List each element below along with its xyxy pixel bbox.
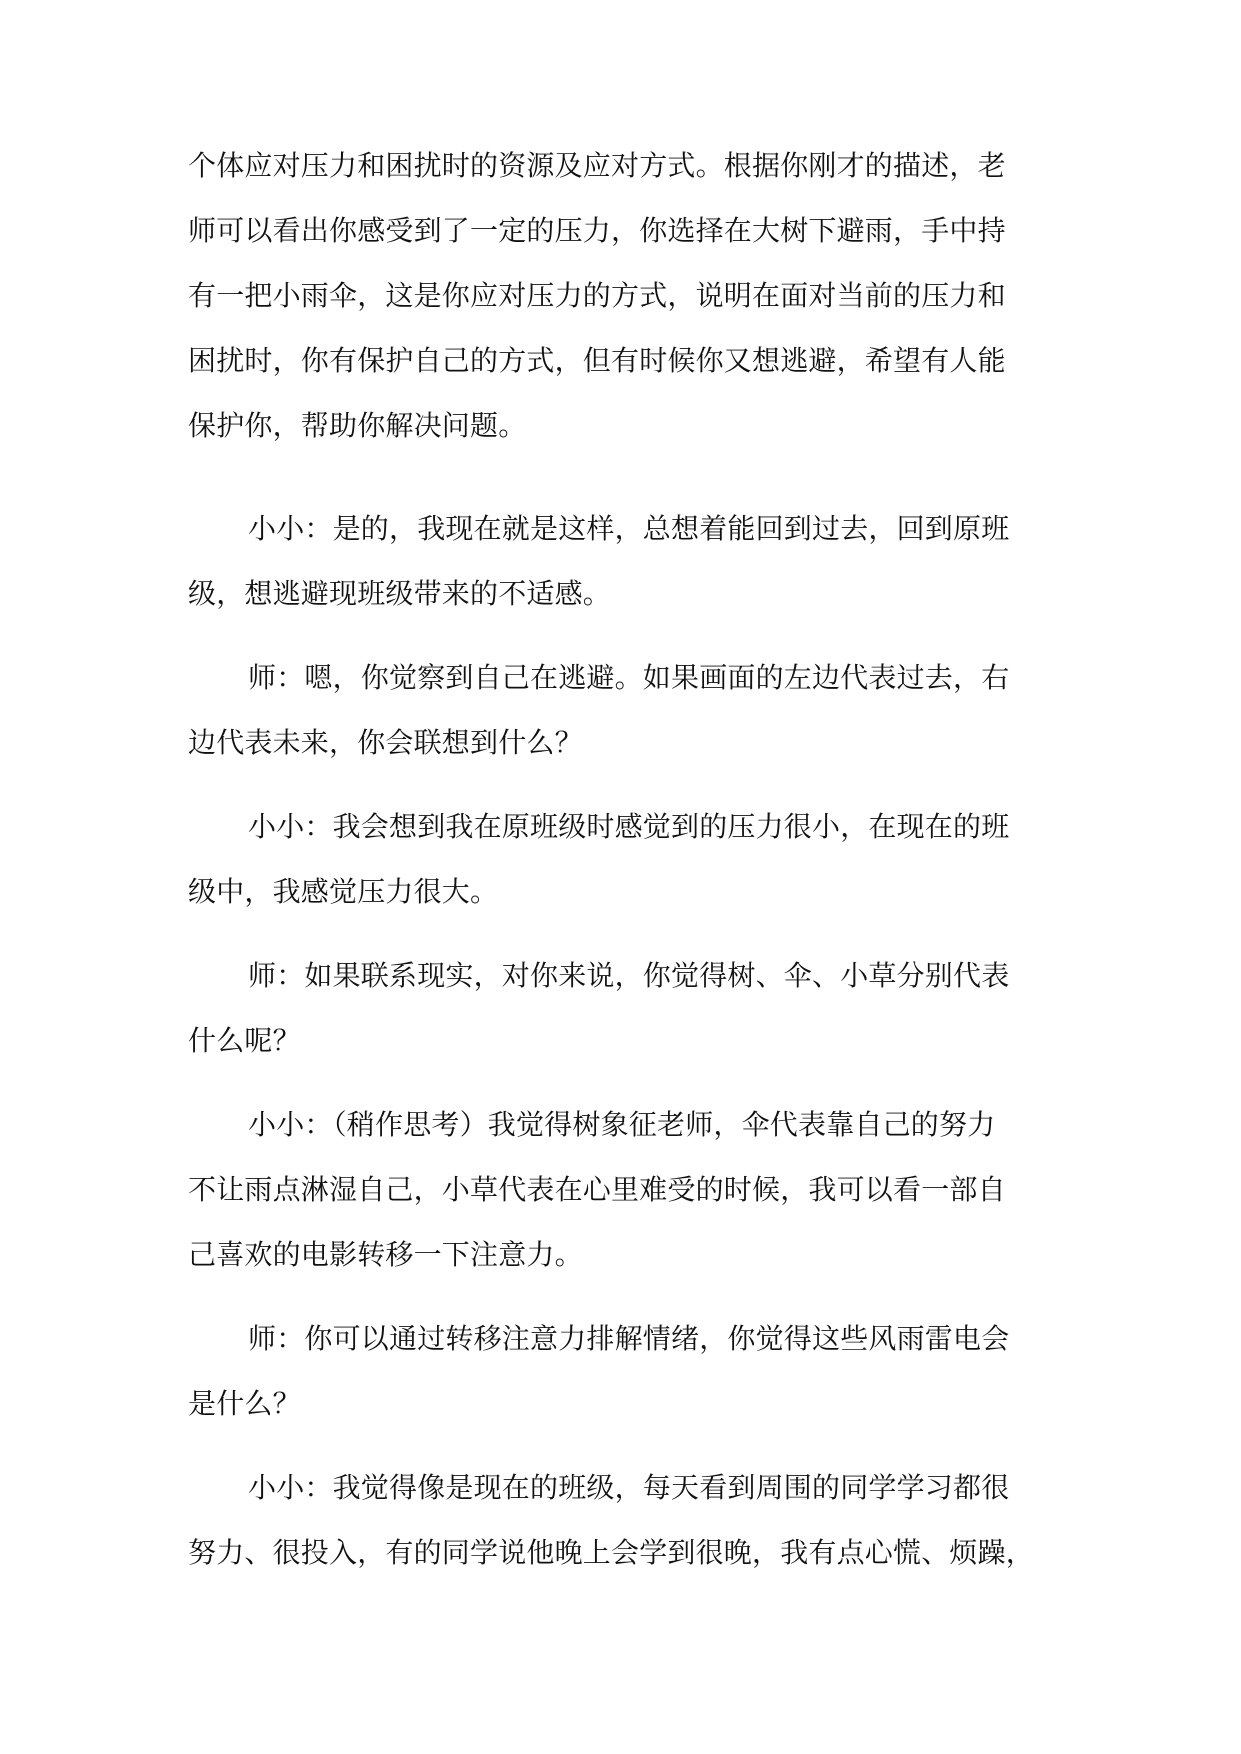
paragraph-1	[188, 133, 1068, 458]
text-line: 师可以看出你感受到了一定的压力，你选择在大树下避雨，手中持	[188, 214, 1006, 247]
text-line: 不让雨点淋湿自己，小草代表在心里难受的时候，我可以看一部自	[188, 1173, 1006, 1206]
paragraph-4	[188, 794, 1068, 924]
text-line: 小小：是的，我现在就是这样，总想着能回到过去，回到原班	[248, 512, 1010, 545]
paragraph-7	[188, 1306, 1068, 1436]
text-line: 己喜欢的电影转移一下注意力。	[188, 1238, 583, 1271]
text-line: 困扰时，你有保护自己的方式，但有时候你又想逃避，希望有人能	[188, 344, 1006, 377]
text-line: 什么呢？	[188, 1024, 301, 1057]
text-line: 有一把小雨伞，这是你应对压力的方式，说明在面对当前的压力和	[188, 279, 1006, 312]
text-line: 努力、很投入，有的同学说他晚上会学到很晚，我有点心慌、烦躁，	[188, 1536, 1035, 1569]
text-line: 级中，我感觉压力很大。	[188, 875, 499, 908]
paragraph-3	[188, 645, 1068, 775]
text-line: 级，想逃避现班级带来的不适感。	[188, 577, 612, 610]
text-line: 小小：我觉得像是现在的班级，每天看到周围的同学学习都很	[248, 1471, 1010, 1504]
paragraph-5	[188, 943, 1068, 1073]
paragraph-2	[188, 496, 1068, 626]
text-line: 小小：（稍作思考）我觉得树象征老师，伞代表靠自己的努力	[248, 1108, 996, 1141]
text-line: 师：你可以通过转移注意力排解情绪，你觉得这些风雨雷电会	[248, 1322, 1010, 1355]
text-line: 边代表未来，你会联想到什么？	[188, 726, 583, 759]
paragraph-6	[188, 1092, 1068, 1287]
text-line: 个体应对压力和困扰时的资源及应对方式。根据你刚才的描述，老	[188, 149, 1006, 182]
text-line: 是什么？	[188, 1387, 301, 1420]
text-line: 小小：我会想到我在原班级时感觉到的压力很小，在现在的班	[248, 810, 1010, 843]
text-line: 师：嗯，你觉察到自己在逃避。如果画面的左边代表过去，右	[248, 661, 1010, 694]
paragraph-8	[188, 1455, 1068, 1585]
text-line: 师：如果联系现实，对你来说，你觉得树、伞、小草分别代表	[248, 959, 1010, 992]
text-line: 保护你，帮助你解决问题。	[188, 409, 527, 442]
